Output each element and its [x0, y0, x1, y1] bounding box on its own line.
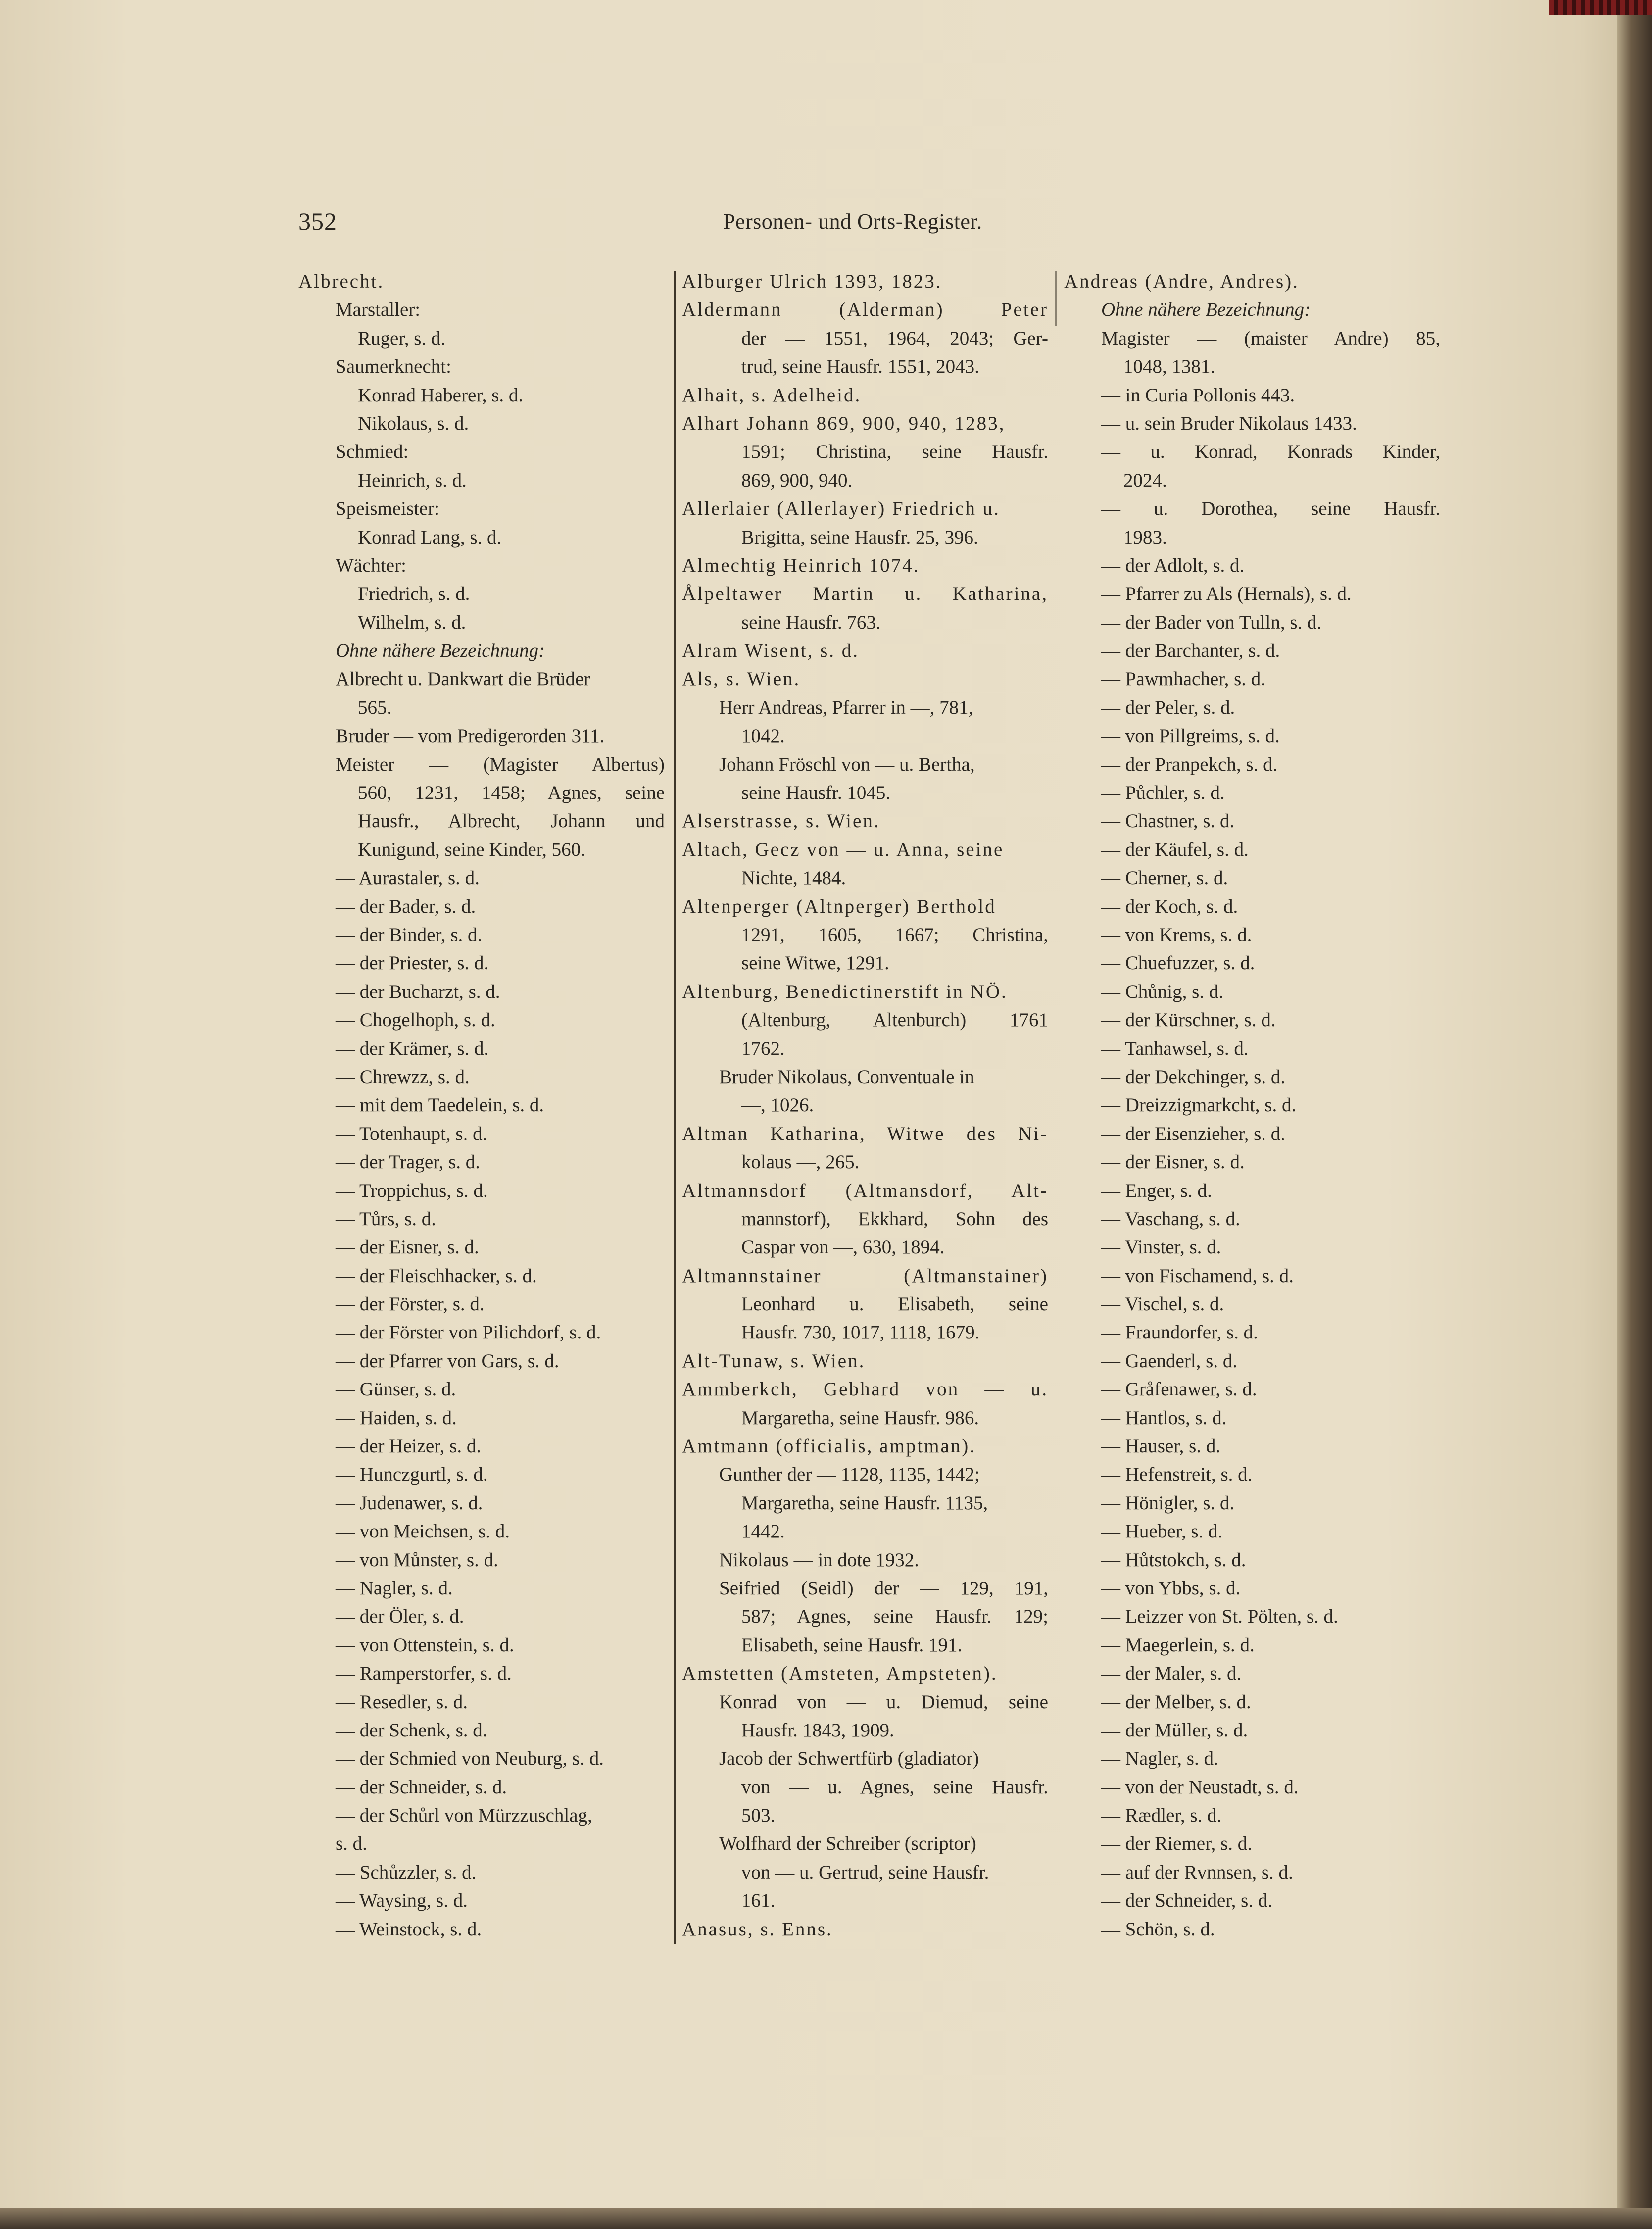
index-entry: Jacob der Schwertfürb (gladiator)	[719, 1748, 979, 1770]
index-entry: Altenperger (Altnperger) Berthold	[682, 895, 996, 917]
index-entry: — Resedler, s. d.	[336, 1691, 468, 1713]
index-entry: — der Melber, s. d.	[1101, 1691, 1251, 1713]
index-entry: 587; Agnes, seine Hausfr. 129;	[741, 1606, 1048, 1628]
index-entry: 869, 900, 940.	[741, 469, 853, 491]
index-entry: Johann Fröschl von — u. Bertha,	[719, 753, 975, 775]
index-entry: — von Ottenstein, s. d.	[336, 1634, 514, 1656]
index-entry: — Hantlos, s. d.	[1101, 1407, 1227, 1429]
index-entry: — Leizzer von St. Pölten, s. d.	[1101, 1606, 1338, 1628]
index-entry: — der Schneider, s. d.	[1101, 1890, 1273, 1912]
index-entry: — von Krems, s. d.	[1101, 924, 1252, 945]
index-entry: 565.	[358, 696, 392, 718]
index-entry: — der Müller, s. d.	[1101, 1719, 1248, 1741]
index-entry: Gunther der — 1128, 1135, 1442;	[719, 1464, 980, 1486]
index-entry: — Chastner, s. d.	[1101, 810, 1235, 832]
index-entry: — der Riemer, s. d.	[1101, 1833, 1252, 1855]
index-entry: — der Fleischhacker, s. d.	[336, 1265, 537, 1287]
page-number: 352	[298, 207, 337, 235]
index-entry: — der Maler, s. d.	[1101, 1663, 1242, 1684]
index-entry: — Hefenstreit, s. d.	[1101, 1464, 1253, 1486]
index-entry: — der Bucharzt, s. d.	[336, 981, 500, 1002]
index-entry: 560, 1231, 1458; Agnes, seine	[358, 782, 665, 804]
index-entry: — auf der Rvnnsen, s. d.	[1101, 1861, 1293, 1883]
index-entry: — der Dekchinger, s. d.	[1101, 1066, 1286, 1088]
index-entry: von — u. Gertrud, seine Hausfr.	[741, 1861, 989, 1883]
index-entry: — Chůnig, s. d.	[1101, 981, 1224, 1002]
index-entry: — von Můnster, s. d.	[336, 1549, 498, 1571]
index-entry: Saumerknecht:	[336, 356, 451, 378]
index-entry: Amtmann (officialis, amptman).	[682, 1436, 976, 1457]
index-entry: Marstaller:	[336, 299, 421, 321]
index-entry: — Hueber, s. d.	[1101, 1521, 1223, 1542]
index-entry: Magister — (maister Andre) 85,	[1101, 327, 1440, 349]
index-entry: — u. sein Bruder Nikolaus 1433.	[1101, 412, 1357, 434]
index-entry: Nichte, 1484.	[741, 867, 846, 889]
index-entry: — Vaschang, s. d.	[1101, 1208, 1240, 1230]
index-entry: — Vischel, s. d.	[1101, 1293, 1224, 1315]
index-entry: — in Curia Pollonis 443.	[1101, 384, 1295, 406]
index-entry: Konrad Lang, s. d.	[358, 526, 502, 548]
index-entry: — Hunczgurtl, s. d.	[336, 1464, 488, 1486]
index-entry: — der Öler, s. d.	[336, 1606, 464, 1628]
index-entry: — der Pfarrer von Gars, s. d.	[336, 1350, 559, 1372]
index-entry: — der Schůrl von Mürzzuschlag,	[336, 1805, 592, 1827]
index-entry: — Hauser, s. d.	[1101, 1436, 1221, 1457]
index-entry: — Hönigler, s. d.	[1101, 1492, 1235, 1514]
index-entry: Ammberkch, Gebhard von — u.	[682, 1379, 1048, 1400]
index-entry: der — 1551, 1964, 2043; Ger-	[741, 327, 1048, 349]
index-entry: Alram Wisent, s. d.	[682, 640, 860, 662]
index-entry: 2024.	[1123, 469, 1167, 491]
index-entry: — Waysing, s. d.	[336, 1890, 468, 1912]
index-entry: Hausfr. 730, 1017, 1118, 1679.	[741, 1322, 980, 1343]
index-entry: — der Heizer, s. d.	[336, 1436, 482, 1457]
index-entry: — der Eisner, s. d.	[1101, 1151, 1245, 1173]
index-entry: Leonhard u. Elisabeth, seine	[741, 1293, 1048, 1315]
index-entry: — u. Konrad, Konrads Kinder,	[1101, 441, 1440, 463]
column-divider	[674, 271, 676, 1944]
index-entry: — der Förster, s. d.	[336, 1293, 485, 1315]
index-entry: — Schön, s. d.	[1101, 1918, 1215, 1940]
index-entry: Bruder — vom Predigerorden 311.	[336, 725, 605, 747]
binding-mark	[1549, 0, 1652, 15]
index-entry: — der Käufel, s. d.	[1101, 839, 1249, 860]
page-edge-shadow	[1617, 0, 1652, 2229]
index-entry: (Altenburg, Altenburch) 1761	[741, 1009, 1048, 1031]
index-entry: — Hůtstokch, s. d.	[1101, 1549, 1246, 1571]
index-entry: — Tanhawsel, s. d.	[1101, 1038, 1249, 1059]
index-entry: — Chogelhoph, s. d.	[336, 1009, 495, 1031]
index-entry: — der Förster von Pilichdorf, s. d.	[336, 1322, 601, 1343]
index-entry: Ålpeltawer Martin u. Katharina,	[682, 583, 1048, 605]
index-entry: 1983.	[1123, 526, 1167, 548]
index-entry: — Maegerlein, s. d.	[1101, 1634, 1255, 1656]
index-entry: — von Meichsen, s. d.	[336, 1521, 510, 1542]
index-entry: — Troppichus, s. d.	[336, 1180, 488, 1201]
index-entry: Bruder Nikolaus, Conventuale in	[719, 1066, 974, 1088]
index-entry: Hausfr. 1843, 1909.	[741, 1719, 894, 1741]
index-entry: — der Priester, s. d.	[336, 952, 489, 974]
index-entry: Altach, Gecz von — u. Anna, seine	[682, 839, 1004, 860]
index-entry: — Enger, s. d.	[1101, 1180, 1212, 1201]
index-entry: — der Eisenzieher, s. d.	[1101, 1123, 1286, 1144]
index-entry: 1048, 1381.	[1123, 356, 1215, 378]
index-entry: — Rædler, s. d.	[1101, 1805, 1222, 1827]
index-entry: mannstorf), Ekkhard, Sohn des	[741, 1208, 1048, 1230]
index-entry: — Chuefuzzer, s. d.	[1101, 952, 1255, 974]
index-entry: Ruger, s. d.	[358, 327, 446, 349]
index-entry: Brigitta, seine Hausfr. 25, 396.	[741, 526, 978, 548]
index-entry: Albrecht u. Dankwart die Brüder	[336, 668, 590, 690]
index-entry: Altmannstainer (Altmanstainer)	[682, 1265, 1048, 1287]
index-entry: — Pfarrer zu Als (Hernals), s. d.	[1101, 583, 1352, 605]
index-entry: — Chrewzz, s. d.	[336, 1066, 470, 1088]
index-entry: Caspar von —, 630, 1894.	[741, 1237, 945, 1258]
index-entry: — der Bader von Tulln, s. d.	[1101, 611, 1322, 633]
index-entry: — von Ybbs, s. d.	[1101, 1577, 1241, 1599]
index-entry: Seifried (Seidl) der — 129, 191,	[719, 1577, 1048, 1599]
index-entry: — u. Dorothea, seine Hausfr.	[1101, 498, 1440, 520]
index-entry: Margaretha, seine Hausfr. 986.	[741, 1407, 979, 1429]
index-entry: Alburger Ulrich 1393, 1823.	[682, 271, 942, 292]
index-entry: — der Barchanter, s. d.	[1101, 640, 1280, 662]
index-entry: — Cherner, s. d.	[1101, 867, 1228, 889]
page-edge-shadow	[0, 2208, 1652, 2229]
index-entry: — Vinster, s. d.	[1101, 1237, 1221, 1258]
index-entry: Meister — (Magister Albertus)	[336, 753, 665, 775]
index-entry: — Gaenderl, s. d.	[1101, 1350, 1238, 1372]
index-entry: Alserstrasse, s. Wien.	[682, 810, 880, 832]
index-entry: — Haiden, s. d.	[336, 1407, 457, 1429]
index-entry: — der Binder, s. d.	[336, 924, 483, 945]
index-entry: kolaus —, 265.	[741, 1151, 860, 1173]
index-entry: — Dreizzigmarkcht, s. d.	[1101, 1094, 1297, 1116]
index-entry: Alhait, s. Adelheid.	[682, 384, 862, 406]
index-entry: seine Hausfr. 1045.	[741, 782, 891, 804]
index-entry: 1042.	[741, 725, 785, 747]
index-column-left	[298, 267, 665, 1943]
index-entry: Konrad Haberer, s. d.	[358, 384, 524, 406]
index-entry: — von Fischamend, s. d.	[1101, 1265, 1294, 1287]
index-entry: — Gråfenawer, s. d.	[1101, 1379, 1257, 1400]
index-entry: Als, s. Wien.	[682, 668, 801, 690]
index-entry: — Aurastaler, s. d.	[336, 867, 480, 889]
index-entry: Elisabeth, seine Hausfr. 191.	[741, 1634, 963, 1656]
index-entry: Allerlaier (Allerlayer) Friedrich u.	[682, 498, 1000, 520]
index-entry: Nikolaus — in dote 1932.	[719, 1549, 920, 1571]
index-entry: seine Hausfr. 763.	[741, 611, 881, 633]
index-entry: — Weinstock, s. d.	[336, 1918, 482, 1940]
index-entry: — der Eisner, s. d.	[336, 1237, 479, 1258]
index-entry: — Půchler, s. d.	[1101, 782, 1225, 804]
index-entry: Heinrich, s. d.	[358, 469, 467, 491]
index-entry: seine Witwe, 1291.	[741, 952, 889, 974]
index-entry: Herr Andreas, Pfarrer in —, 781,	[719, 696, 973, 718]
index-entry: — der Bader, s. d.	[336, 895, 476, 917]
index-entry: Ohne nähere Bezeichnung:	[336, 640, 545, 662]
index-entry: — Ramperstorfer, s. d.	[336, 1663, 512, 1684]
index-entry: — der Adlolt, s. d.	[1101, 554, 1245, 576]
index-entry: — der Schenk, s. d.	[336, 1719, 487, 1741]
index-entry: — der Krämer, s. d.	[336, 1038, 489, 1059]
index-entry: Speismeister:	[336, 498, 440, 520]
index-entry: Altmannsdorf (Altmansdorf, Alt-	[682, 1180, 1048, 1201]
index-entry: — der Koch, s. d.	[1101, 895, 1238, 917]
index-entry: 1591; Christina, seine Hausfr.	[741, 441, 1048, 463]
index-entry: — von Pillgreims, s. d.	[1101, 725, 1280, 747]
index-entry: 161.	[741, 1890, 776, 1912]
index-entry: von — u. Agnes, seine Hausfr.	[741, 1776, 1048, 1798]
index-entry: Wolfhard der Schreiber (scriptor)	[719, 1833, 976, 1855]
index-entry: Margaretha, seine Hausfr. 1135,	[741, 1492, 988, 1514]
index-entry: — der Schmied von Neuburg, s. d.	[336, 1748, 604, 1770]
index-entry: Hausfr., Albrecht, Johann und	[358, 810, 665, 832]
index-entry: —, 1026.	[741, 1094, 814, 1116]
index-entry: s. d.	[336, 1833, 367, 1855]
index-entry: — der Kürschner, s. d.	[1101, 1009, 1276, 1031]
index-entry: — der Peler, s. d.	[1101, 696, 1235, 718]
index-entry: — Fraundorfer, s. d.	[1101, 1322, 1258, 1343]
index-entry: Almechtig Heinrich 1074.	[682, 554, 920, 576]
index-entry: Altman Katharina, Witwe des Ni-	[682, 1123, 1048, 1144]
index-entry: Schmied:	[336, 441, 409, 463]
index-entry: Andreas (Andre, Andres).	[1064, 271, 1299, 292]
index-entry: Aldermann (Alderman) Peter	[682, 299, 1048, 321]
running-title: Personen- und Orts-Register.	[723, 209, 982, 234]
index-entry: Altenburg, Benedictinerstift in NÖ.	[682, 981, 1008, 1002]
index-entry: — der Schneider, s. d.	[336, 1776, 507, 1798]
index-entry: — Schůzzler, s. d.	[336, 1861, 477, 1883]
index-entry: trud, seine Hausfr. 1551, 2043.	[741, 356, 979, 378]
index-entry: Alt-Tunaw, s. Wien.	[682, 1350, 866, 1372]
index-entry: — der Pranpekch, s. d.	[1101, 753, 1278, 775]
index-entry: Wilhelm, s. d.	[358, 611, 466, 633]
index-entry: 503.	[741, 1805, 776, 1827]
index-entry: — von der Neustadt, s. d.	[1101, 1776, 1299, 1798]
index-entry: — der Trager, s. d.	[336, 1151, 481, 1173]
index-entry: 1442.	[741, 1521, 785, 1542]
index-entry: Konrad von — u. Diemud, seine	[719, 1691, 1048, 1713]
index-entry: Ohne nähere Bezeichnung:	[1101, 299, 1311, 321]
index-entry: 1762.	[741, 1038, 785, 1059]
index-entry: Anasus, s. Enns.	[682, 1918, 833, 1940]
column-divider	[1055, 271, 1057, 326]
index-entry: — Nagler, s. d.	[336, 1577, 453, 1599]
index-entry: Amstetten (Amsteten, Ampsteten).	[682, 1663, 998, 1684]
index-entry: — Nagler, s. d.	[1101, 1748, 1218, 1770]
index-entry: — Totenhaupt, s. d.	[336, 1123, 487, 1144]
index-column-middle	[682, 267, 1048, 1943]
index-entry: Wächter:	[336, 554, 406, 576]
index-entry: Friedrich, s. d.	[358, 583, 470, 605]
index-entry: — Tůrs, s. d.	[336, 1208, 436, 1230]
index-column-right	[1064, 267, 1440, 1943]
index-entry: Alhart Johann 869, 900, 940, 1283,	[682, 412, 1006, 434]
index-entry: — Judenawer, s. d.	[336, 1492, 483, 1514]
index-entry: 1291, 1605, 1667; Christina,	[741, 924, 1048, 945]
index-entry: — Günser, s. d.	[336, 1379, 456, 1400]
index-entry: Nikolaus, s. d.	[358, 412, 469, 434]
index-entry: Kunigund, seine Kinder, 560.	[358, 839, 585, 860]
index-entry: — Pawmhacher, s. d.	[1101, 668, 1266, 690]
index-entry: — mit dem Taedelein, s. d.	[336, 1094, 544, 1116]
page-header	[298, 207, 1526, 242]
index-entry: Albrecht.	[298, 271, 385, 292]
